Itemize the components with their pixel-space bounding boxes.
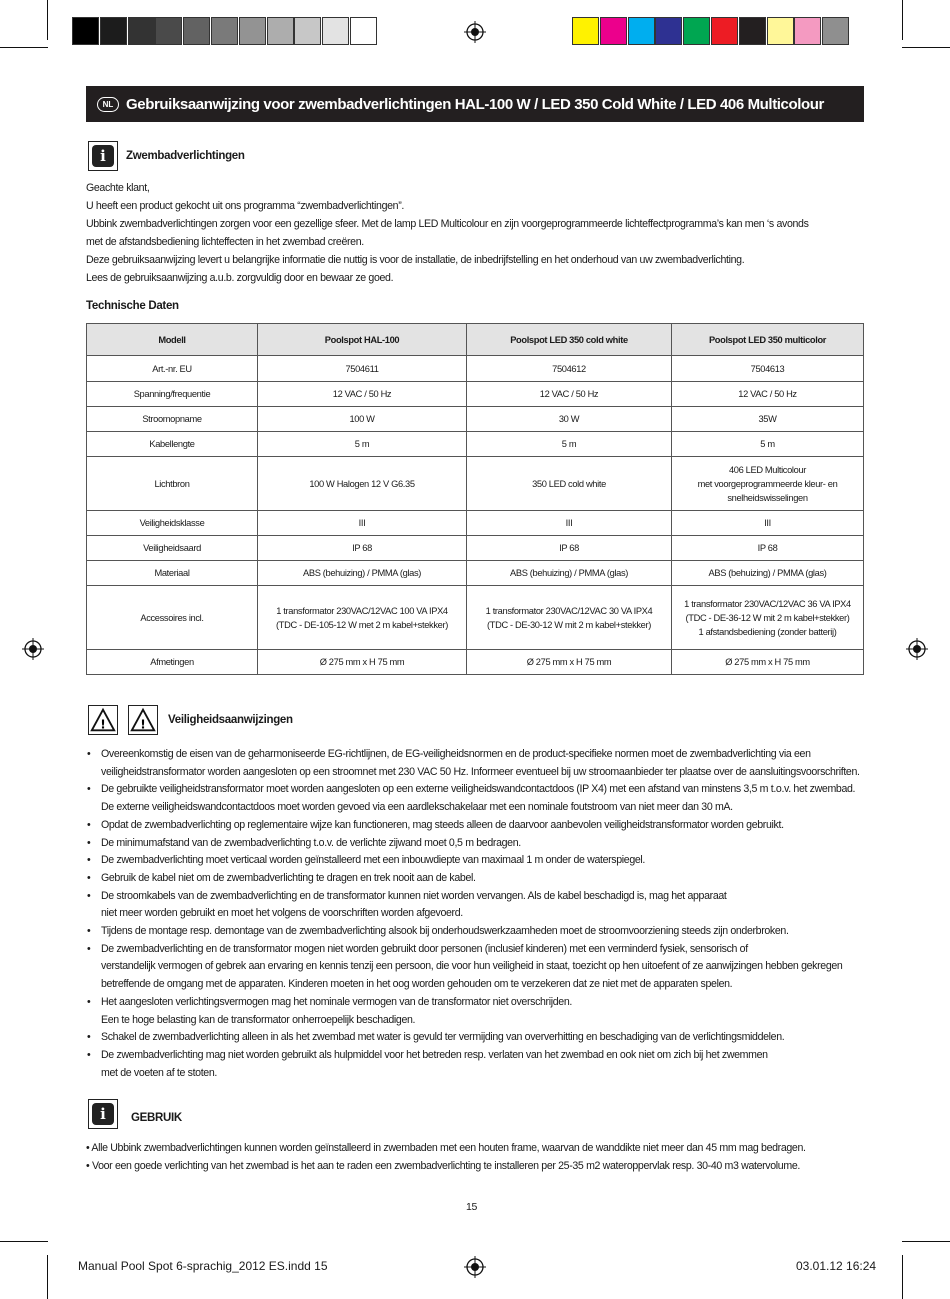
crop-mark [902, 47, 950, 48]
color-swatch [211, 17, 238, 45]
table-cell: IP 68 [467, 536, 672, 561]
warning-icon [128, 705, 158, 735]
list-item-line: niet meer worden gebruikt en moet het volgens de voorschriften worden afgevoerd. [101, 907, 463, 920]
intro-line: Lees de gebruiksaanwijzing a.u.b. zorgvuldig door en bewaar ze goed. [86, 272, 394, 284]
intro-line: Geachte klant, [86, 182, 150, 194]
table-header-cell: Poolspot HAL-100 [258, 324, 467, 356]
table-row [87, 407, 864, 432]
table-cell: ABS (behuizing) / PMMA (glas) [467, 561, 672, 586]
table-cell: Ø 275 mm x H 75 mm [467, 650, 672, 675]
registration-mark-icon [22, 638, 44, 660]
list-item [86, 817, 866, 835]
color-swatch [128, 17, 155, 45]
crop-mark [902, 1241, 950, 1242]
table-cell: ABS (behuizing) / PMMA (glas) [258, 561, 467, 586]
color-swatch [600, 17, 627, 45]
safety-instructions-list [86, 746, 866, 1082]
table-row [87, 382, 864, 407]
list-item-line: • De zwembadverlichting en de transformator mogen niet worden gebruikt door personen (inclusief kinderen) met een verminderd fysiek, sensorisch of [101, 942, 748, 955]
footer-date: 03.01.12 16:24 [796, 1259, 877, 1273]
intro-line: Ubbink zwembadverlichtingen zorgen voor een gezellige sfeer. Met de lamp LED Multicolour en zijn voorgeprogrammeerde lichteffectprogramma’s kan men ‘s avonds [86, 218, 809, 230]
list-item-line: veiligheidstransformator worden aangesloten op een stroomnet met 230 VAC 50 Hz. Informeer eventueel bij uw stroomaanbieder ter plaatse over de aansluitingsvoorschriften. [101, 765, 860, 778]
table-cell: III [672, 511, 864, 536]
color-swatch [794, 17, 821, 45]
color-swatch [239, 17, 266, 45]
usage-line: • Voor een goede verlichting van het zwembad is het aan te raden een zwembadverlichting te installeren per 25-35 m2 wateroppervlak resp. 30-40 m3 watervolume. [86, 1160, 800, 1172]
table-row [87, 457, 864, 511]
table-row-label: Accessoires incl. [87, 586, 258, 650]
crop-mark [0, 47, 48, 48]
grayscale-color-bar [72, 17, 378, 45]
list-item-line: met de voeten af te stoten. [101, 1066, 217, 1079]
table-row [87, 432, 864, 457]
table-row [87, 586, 864, 650]
section-title-lights: Zwembadverlichtingen [126, 150, 245, 162]
table-cell: Ø 275 mm x H 75 mm [672, 650, 864, 675]
table-row [87, 650, 864, 675]
info-icon: i [88, 1099, 118, 1129]
list-item [86, 994, 866, 1029]
color-swatch [572, 17, 599, 45]
registration-mark-icon [464, 1256, 486, 1278]
color-swatch [822, 17, 849, 45]
list-item [86, 852, 866, 870]
table-row-label: Art.-nr. EU [87, 356, 258, 382]
table-row-label: Lichtbron [87, 457, 258, 511]
registration-mark-icon [906, 638, 928, 660]
document-header-bar [86, 86, 864, 122]
footer-file-name: Manual Pool Spot 6-sprachig_2012 ES.indd 15 [78, 1259, 328, 1273]
table-cell: 7504611 [258, 356, 467, 382]
table-cell: 1 transformator 230VAC/12VAC 36 VA IPX4 (TDC - DE-36-12 W mit 2 m kabel+stekker) 1 afstandsbediening (zonder batterij) [672, 586, 864, 650]
section-title-safety: Veiligheidsaanwijzingen [168, 714, 293, 726]
usage-text [86, 1139, 866, 1175]
color-swatch [322, 17, 349, 45]
page-number: 15 [466, 1201, 477, 1213]
intro-line: met de afstandsbediening lichteffecten in het zwembad creëren. [86, 236, 364, 248]
intro-line: Deze gebruiksaanwijzing levert u belangrijke informatie die nuttig is voor de installatie, de inbedrijfstelling en het onderhoud van uw zwembadverlichting. [86, 254, 745, 266]
section-title-usage: GEBRUIK [131, 1112, 182, 1124]
table-cell: 5 m [672, 432, 864, 457]
table-header-row [87, 324, 864, 356]
list-item [86, 835, 866, 853]
list-item-line: • Tijdens de montage resp. demontage van de zwembadverlichting alsook bij onderhoudswerkzaamheden moet de stroomvoorziening steeds zijn onderbroken. [101, 925, 789, 938]
table-cell: 7504612 [467, 356, 672, 382]
list-item [86, 923, 866, 941]
list-item [86, 870, 866, 888]
list-item [86, 746, 866, 781]
list-item-line: • De gebruikte veiligheidstransformator moet worden aangesloten op een externe veiligheidswandcontactdoos (IP X4) met een afstand van minstens 3,5 m t.o.v. het zwembad. [101, 783, 856, 796]
color-swatch [267, 17, 294, 45]
table-cell: IP 68 [672, 536, 864, 561]
crop-mark [0, 1241, 48, 1242]
table-cell: Ø 275 mm x H 75 mm [258, 650, 467, 675]
list-item-line: verstandelijk vermogen of gebrek aan ervaring en kennis tenzij een persoon, die voor hun veiligheid in staat, toezicht op hen uitoefent of ze aanwijzingen hebben gekregen [101, 960, 843, 973]
color-swatch [294, 17, 321, 45]
list-item-line: • De minimumafstand van de zwembadverlichting t.o.v. de verlichte zijwand moet 0,5 m bedragen. [101, 836, 521, 849]
table-row-label: Spanning/frequentie [87, 382, 258, 407]
process-color-bar [572, 17, 850, 45]
list-item-line: • Gebruik de kabel niet om de zwembadverlichting te dragen en trek nooit aan de kabel. [101, 871, 476, 884]
list-item-line: • Schakel de zwembadverlichting alleen in als het zwembad met water is gevuld ter vermijding van oververhitting en beschadiging van de verlichtingsmiddelen. [101, 1031, 785, 1044]
table-cell: 7504613 [672, 356, 864, 382]
crop-mark [902, 0, 903, 40]
list-item-line: betreffende de omgang met de apparaten. Kinderen moeten in het oog worden gehouden om te verzekeren dat ze niet met de apparaten spelen. [101, 978, 733, 991]
table-row-label: Materiaal [87, 561, 258, 586]
table-cell: 5 m [467, 432, 672, 457]
color-swatch [628, 17, 655, 45]
color-swatch [739, 17, 766, 45]
intro-text [86, 179, 866, 287]
table-cell: III [258, 511, 467, 536]
table-cell: 100 W Halogen 12 V G6.35 [258, 457, 467, 511]
color-swatch [100, 17, 127, 45]
language-badge: NL [97, 97, 119, 112]
usage-line: • Alle Ubbink zwembadverlichtingen kunnen worden geïnstalleerd in zwembaden met een houten frame, waarvan de wanddikte niet meer dan 45 mm mag bedragen. [86, 1142, 806, 1154]
table-row-label: Stroomopname [87, 407, 258, 432]
color-swatch [72, 17, 99, 45]
list-item [86, 1047, 866, 1082]
list-item [86, 941, 866, 994]
table-header-cell: Modell [87, 324, 258, 356]
table-header-cell: Poolspot LED 350 cold white [467, 324, 672, 356]
svg-text:!: ! [100, 717, 106, 732]
list-item-line: • De zwembadverlichting mag niet worden gebruikt als hulpmiddel voor het betreden resp. verlaten van het zwembad en ook niet om zich bij het zwemmen [101, 1048, 768, 1061]
list-item [86, 1029, 866, 1047]
svg-text:!: ! [140, 717, 146, 732]
table-cell: 35W [672, 407, 864, 432]
color-swatch [767, 17, 794, 45]
table-row-label: Veiligheidsaard [87, 536, 258, 561]
info-icon: i [88, 141, 118, 171]
intro-line: U heeft een product gekocht uit ons programma “zwembadverlichtingen”. [86, 200, 404, 212]
table-cell: 406 LED Multicolour met voorgeprogrammeerde kleur- en snelheidswisselingen [672, 457, 864, 511]
color-swatch [350, 17, 377, 45]
table-row [87, 536, 864, 561]
table-cell: 350 LED cold white [467, 457, 672, 511]
list-item [86, 888, 866, 923]
color-swatch [155, 17, 182, 45]
color-swatch [183, 17, 210, 45]
table-cell: 30 W [467, 407, 672, 432]
table-row-label: Afmetingen [87, 650, 258, 675]
table-row [87, 561, 864, 586]
list-item-line: • De zwembadverlichting moet verticaal worden geïnstalleerd met een inbouwdiepte van maximaal 1 m onder de waterspiegel. [101, 854, 646, 867]
list-item-line: • De stroomkabels van de zwembadverlichting en de transformator kunnen niet worden vervangen. Als de kabel beschadigd is, mag het apparaat [101, 889, 727, 902]
document-title: Gebruiksaanwijzing voor zwembadverlichtingen HAL-100 W / LED 350 Cold White / LED 406 Multicolour [126, 95, 824, 113]
warning-icon [88, 705, 118, 735]
crop-mark [902, 1255, 903, 1299]
section-title-tech: Technische Daten [86, 300, 179, 312]
crop-mark [47, 0, 48, 40]
specifications-table [86, 323, 864, 675]
table-cell: 1 transformator 230VAC/12VAC 30 VA IPX4 (TDC - DE-30-12 W mit 2 m kabel+stekker) [467, 586, 672, 650]
table-row [87, 356, 864, 382]
list-item [86, 781, 866, 816]
list-item-line: • Opdat de zwembadverlichting op reglementaire wijze kan functioneren, mag steeds alleen de daarvoor aanbevolen veiligheidstransformator worden gebruikt. [101, 818, 784, 831]
crop-mark [47, 1255, 48, 1299]
table-cell: IP 68 [258, 536, 467, 561]
table-cell: ABS (behuizing) / PMMA (glas) [672, 561, 864, 586]
color-swatch [683, 17, 710, 45]
color-swatch [655, 17, 682, 45]
color-swatch [711, 17, 738, 45]
table-header-cell: Poolspot LED 350 multicolor [672, 324, 864, 356]
table-cell: 12 VAC / 50 Hz [467, 382, 672, 407]
table-cell: 1 transformator 230VAC/12VAC 100 VA IPX4 (TDC - DE-105-12 W met 2 m kabel+stekker) [258, 586, 467, 650]
table-cell: 12 VAC / 50 Hz [258, 382, 467, 407]
registration-mark-icon [464, 21, 486, 43]
list-item-line: • Overeenkomstig de eisen van de geharmoniseerde EG-richtlijnen, de EG-veiligheidsnormen en de product-specifieke normen moet de zwembadverlichting via een [101, 748, 811, 760]
table-cell: III [467, 511, 672, 536]
table-row-label: Kabellengte [87, 432, 258, 457]
list-item-line: • Het aangesloten verlichtingsvermogen mag het nominale vermogen van de transformator niet overschrijden. [101, 995, 572, 1008]
table-cell: 100 W [258, 407, 467, 432]
list-item-line: Een te hoge belasting kan de transformator onherroepelijk beschadigen. [101, 1013, 416, 1026]
table-cell: 12 VAC / 50 Hz [672, 382, 864, 407]
table-row-label: Veiligheidsklasse [87, 511, 258, 536]
list-item-line: De externe veiligheidswandcontactdoos moet worden gevoed via een aardlekschakelaar met een nominale foutstroom van niet meer dan 30 mA. [101, 801, 733, 814]
table-row [87, 511, 864, 536]
table-cell: 5 m [258, 432, 467, 457]
